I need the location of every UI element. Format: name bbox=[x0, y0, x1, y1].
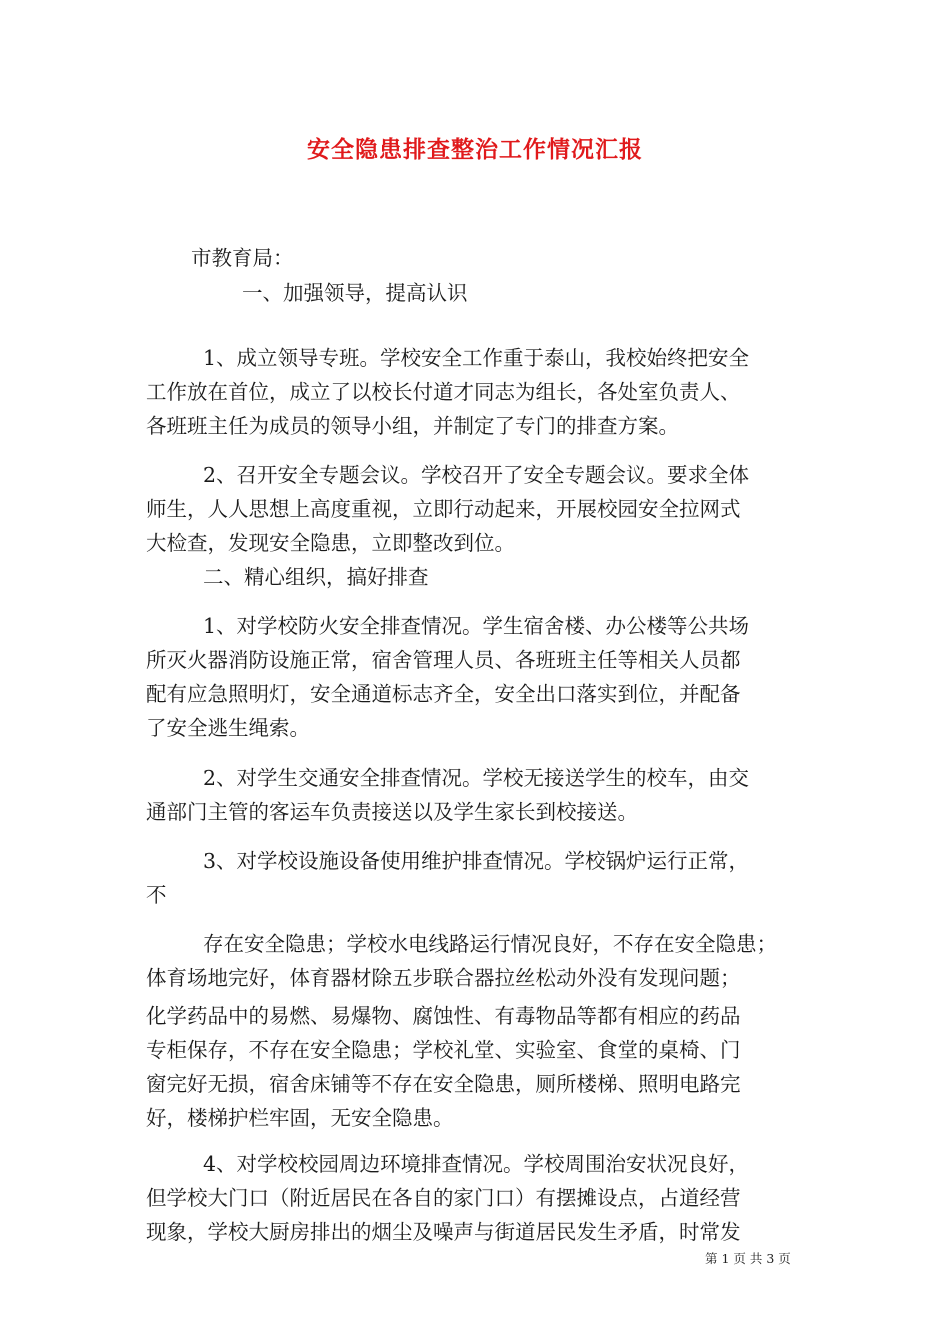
section-heading-1: 一、加强领导，提高认识 bbox=[242, 281, 468, 305]
paragraph-line: 了安全逃生绳索。 bbox=[146, 716, 310, 740]
paragraph-line: 1、成立领导专班。学校安全工作重于泰山，我校始终把安全 bbox=[203, 346, 750, 370]
paragraph-line: 现象，学校大厨房排出的烟尘及噪声与街道居民发生矛盾，时常发 bbox=[146, 1220, 741, 1244]
paragraph-line: 2、召开安全专题会议。学校召开了安全专题会议。要求全体 bbox=[203, 463, 750, 487]
paragraph-line: 大检查，发现安全隐患，立即整改到位。 bbox=[146, 531, 515, 555]
paragraph-line: 1、对学校防火安全排查情况。学生宿舍楼、办公楼等公共场 bbox=[203, 614, 750, 638]
paragraph-line: 配有应急照明灯，安全通道标志齐全，安全出口落实到位，并配备 bbox=[146, 682, 741, 706]
paragraph-line: 各班班主任为成员的领导小组，并制定了专门的排查方案。 bbox=[146, 414, 679, 438]
section-heading-2: 二、精心组织，搞好排查 bbox=[203, 565, 429, 589]
page-number: 第 1 页 共 3 页 bbox=[705, 1251, 791, 1266]
paragraph-line: 4、对学校校园周边环境排查情况。学校周围治安状况良好， bbox=[203, 1152, 750, 1176]
paragraph-line: 好，楼梯护栏牢固，无安全隐患。 bbox=[146, 1106, 454, 1130]
paragraph-line: 窗完好无损，宿舍床铺等不存在安全隐患，厕所楼梯、照明电路完 bbox=[146, 1072, 741, 1096]
paragraph-line: 工作放在首位，成立了以校长付道才同志为组长，各处室负责人、 bbox=[146, 380, 741, 404]
paragraph-line: 3、对学校设施设备使用维护排查情况。学校锅炉运行正常， bbox=[203, 849, 750, 873]
document-title: 安全隐患排查整治工作情况汇报 bbox=[307, 136, 643, 163]
paragraph-line: 体育场地完好，体育器材除五步联合器拉丝松动外没有发现问题； bbox=[146, 966, 741, 990]
paragraph-line: 专柜保存，不存在安全隐患；学校礼堂、实验室、食堂的桌椅、门 bbox=[146, 1038, 741, 1062]
paragraph-line: 2、对学生交通安全排查情况。学校无接送学生的校车，由交 bbox=[203, 766, 750, 790]
salutation: 市教育局： bbox=[191, 246, 294, 270]
paragraph-line: 不 bbox=[146, 883, 167, 907]
paragraph-line: 师生，人人思想上高度重视，立即行动起来，开展校园安全拉网式 bbox=[146, 497, 741, 521]
paragraph-line: 但学校大门口（附近居民在各自的家门口）有摆摊设点，占道经营 bbox=[146, 1186, 741, 1210]
paragraph-line: 所灭火器消防设施正常，宿舍管理人员、各班班主任等相关人员都 bbox=[146, 648, 741, 672]
paragraph-line: 存在安全隐患；学校水电线路运行情况良好，不存在安全隐患； bbox=[203, 932, 777, 956]
paragraph-line: 通部门主管的客运车负责接送以及学生家长到校接送。 bbox=[146, 800, 638, 824]
paragraph-line: 化学药品中的易燃、易爆物、腐蚀性、有毒物品等都有相应的药品 bbox=[146, 1004, 741, 1028]
